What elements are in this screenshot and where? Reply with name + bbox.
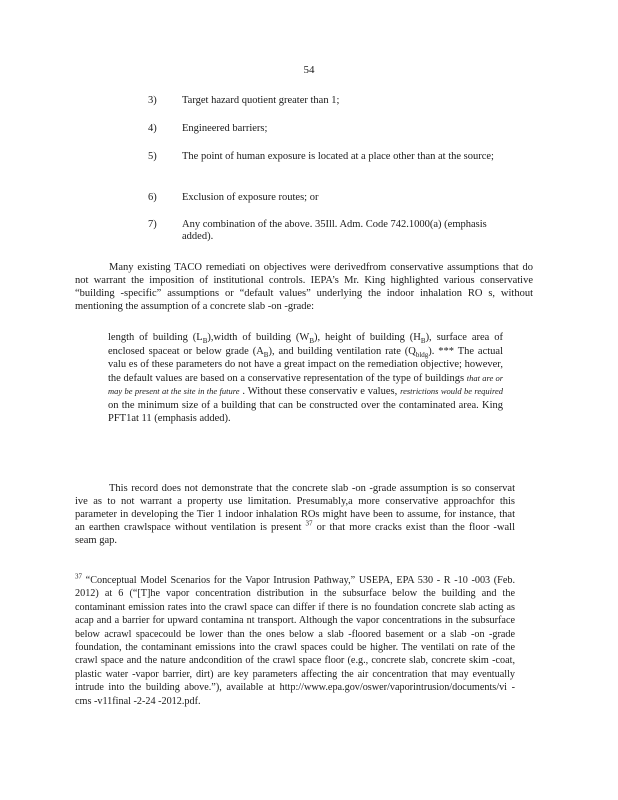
- page-number: 54: [303, 64, 315, 76]
- list-number: 5): [148, 151, 157, 162]
- list-text: Target hazard quotient greater than 1;: [182, 95, 340, 106]
- list-text: Any combination of the above. 35Ill. Adm. Code 742.1000(a) (emphasis added).: [182, 219, 487, 242]
- block-quote: length of building $(L_B),width$ of building $(W_B)$, height of building $(H_B)$, surface area of enclosed spaceat or below grade $(A_B)$, and building ventilation rate $(Q_{bldg})$. *** The actual valu es of these parameters do not have a great impact on the remediation objective; however, the default values are based on a conservative representation of the type of buildings that are or may be present at the site in the future . Without these conservativ e values, restrictions would be required on the minimum size of a building that can be constructed over the contaminated area. King PFT1at 11 (emphasis added).: [108, 332, 504, 424]
- footnote-number: 37: [75, 572, 82, 581]
- list-text: Engineered barriers;: [182, 123, 268, 134]
- list-number: 7): [148, 219, 157, 230]
- list-number: 4): [148, 123, 157, 134]
- body-paragraph: [75, 261, 533, 313]
- emphasis-text: that are or may be present at the site in the future: [108, 372, 503, 396]
- emphasis-text: restrictions would be required: [400, 386, 504, 396]
- list-number: 6): [148, 192, 157, 203]
- footnote-ref: 37: [305, 519, 313, 528]
- body-paragraph: This record does not demonstrate that the concrete slab -on -grade assumption is so conservat ive as to not warrant a property use limitation. Presumably,a more conservative approachfor this parameter in developing the Tier 1 indoor inhalation ROs might have been to assume, for instance, that an earthen crawlspace without ventilation is present $^{37}$ or that more cracks exist than the floor -wall seam gap.: [75, 483, 516, 546]
- list-text: The point of human exposure is located at a place other than at the source;: [182, 151, 494, 162]
- list-text: Exclusion of exposure routes; or: [182, 192, 319, 203]
- footnote-text: “Conceptual Model Scenarios for the Vapor Intrusion Pathway,” USEPA, EPA 530 - R -10 -003 (Feb. 2012) at 6 (“[T]he vapor concentration distribution in the subsurface below the building and the contaminant emission rates into the crawl space can differ if there is no foundation concrete slab acting as acap and a barrier for upward contamina nt transport. Although the vapor concentrations in the subsurface below acrawl spacecould be lower than the ones below a slab -floored basement or a slab -on -grade foundation, the contaminant emissions into the crawl spaces could be higher. The ventilati on rate of the crawl space and the nature andcondition of the crawl space floor (e.g., concrete slab, concrete skim -coat, plastic water -vapor barrier, dirt) are key parameters affecting the air concentration that may eventually intrude into the building above.”), available at http://www.epa.gov/oswer/vaporintrusion/documents/vi -cms -v11final -2-24 -2012.pdf.: [75, 575, 516, 707]
- footnote: [75, 574, 515, 708]
- paragraph-text: Many existing TACO remediati on objectives were derivedfrom conservative assumptions that do not warrant the imposition of institutional controls. IEPA’s Mr. King highlighted various conservative “building -specific” assumptions or “default values” underlying the indoor inhalation RO s, without mentioning the assumption of a concrete slab -on -grade:: [75, 262, 533, 312]
- list-number: 3): [148, 95, 157, 106]
